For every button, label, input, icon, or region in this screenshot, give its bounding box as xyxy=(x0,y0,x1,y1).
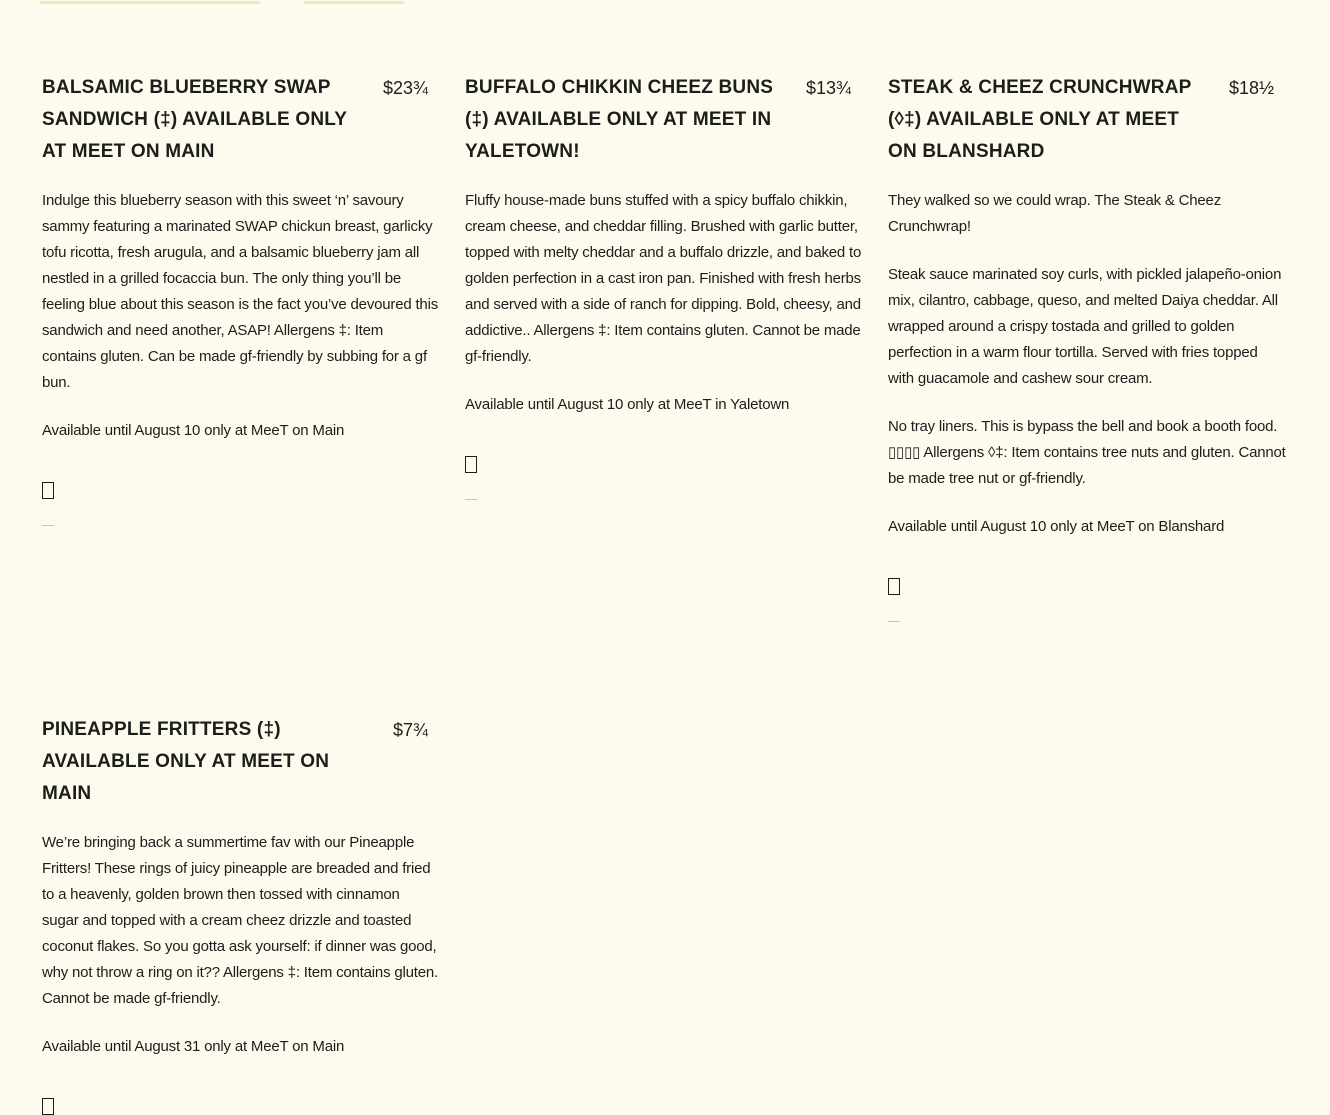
menu-item-description-paragraph: Steak sauce marinated soy curls, with pickled jalapeño-onion mix, cilantro, cabbage, queso, and melted Daiya cheddar. All wrapped around a crispy tostada and grilled to golden perfection in a warm flour tortilla. Served with fries topped with guacamole and cashew sour cream. xyxy=(888,266,1282,387)
top-strip-fragment xyxy=(40,1,260,4)
menu-item-price: $13¾ xyxy=(805,78,851,98)
menu-item-description xyxy=(888,188,1286,492)
row-spacer xyxy=(888,622,1286,714)
menu-item-description-paragraph: Indulge this blueberry season with this sweet ‘n’ savoury sammy featuring a marinated SWAP chickun breast, garlicky tofu ricotta, fresh arugula, and a balsamic blueberry jam all nestled in a grilled focaccia bun. The only thing you’ll be feeling blue about this season is the fact you’ve devoured this sandwich and need another, ASAP! Allergens ‡: Item contains gluten. Can be made gf-friendly by subbing for a gf bun. xyxy=(42,192,438,391)
menu-item xyxy=(42,72,440,622)
top-strip-cutoff xyxy=(40,0,600,4)
menu-item-availability: Available until August 10 only at MeeT on Main xyxy=(42,422,345,439)
menu-item-price: $7¾ xyxy=(392,720,428,740)
menu-item-description xyxy=(42,188,440,396)
menu-item-divider xyxy=(42,525,54,526)
menu-item-price: $23¾ xyxy=(382,78,428,98)
menu-item-availability: Available until August 31 only at MeeT on Main xyxy=(42,1038,345,1055)
menu-item-description-paragraph: We’re bringing back a summertime fav with our Pineapple Fritters! These rings of juicy pineapple are breaded and fried to a heavenly, golden brown then tossed with cinnamon sugar and topped with a cream cheez drizzle and toasted coconut flakes. So you gotta ask yourself: if dinner was good, why not throw a ring on it?? Allergens ‡: Item contains gluten. Cannot be made gf-friendly. xyxy=(42,834,438,1007)
missing-glyph-icon[interactable] xyxy=(42,482,54,499)
menu-item-title: PINEAPPLE FRITTERS (‡) AVAILABLE ONLY AT MEET ON MAIN xyxy=(42,719,330,804)
menu-item xyxy=(465,72,863,622)
menu-item-header xyxy=(42,72,440,168)
menu-item-title: BALSAMIC BLUEBERRY SWAP SANDWICH (‡) AVAILABLE ONLY AT MEET ON MAIN xyxy=(42,77,347,162)
menu-item-divider xyxy=(888,621,900,622)
menu-item-description-paragraph: They walked so we could wrap. The Steak & Cheez Crunchwrap! xyxy=(888,192,1222,235)
row-spacer xyxy=(42,622,440,714)
menu-item-availability: Available until August 10 only at MeeT in Yaletown xyxy=(465,396,790,413)
missing-glyph-icon[interactable] xyxy=(465,456,477,473)
menu-item-description xyxy=(42,830,440,1012)
menu-item xyxy=(42,714,440,1115)
menu-item-title: BUFFALO CHIKKIN CHEEZ BUNS (‡) AVAILABLE ONLY AT MEET IN YALETOWN! xyxy=(465,77,774,162)
menu-item-header xyxy=(465,72,863,168)
menu-item-description-paragraph: No tray liners. This is bypass the bell and book a booth food. ▯▯▯▯ Allergens ◊‡: Item contains tree nuts and gluten. Cannot be made tree nut or gf-friendly. xyxy=(888,418,1286,487)
menu-item-header xyxy=(888,72,1286,168)
top-strip-fragment xyxy=(304,1,404,4)
menu-item-divider xyxy=(465,499,477,500)
menu-item xyxy=(888,72,1286,622)
menu-item-price: $18½ xyxy=(1228,78,1274,98)
missing-glyph-icon[interactable] xyxy=(888,578,900,595)
menu-item-title: STEAK & CHEEZ CRUNCHWRAP (◊‡) AVAILABLE ONLY AT MEET ON BLANSHARD xyxy=(888,77,1192,162)
menu-grid xyxy=(42,72,1290,1115)
menu-item-availability: Available until August 10 only at MeeT on Blanshard xyxy=(888,518,1225,535)
menu-item-description-paragraph: Fluffy house-made buns stuffed with a spicy buffalo chikkin, cream cheese, and cheddar filling. Brushed with garlic butter, topped with melty cheddar and a buffalo drizzle, and baked to golden perfection in a cast iron pan. Finished with fresh herbs and served with a side of ranch for dipping. Bold, cheesy, and addictive.. Allergens ‡: Item contains gluten. Cannot be made gf-friendly. xyxy=(465,192,862,365)
menu-item-description xyxy=(465,188,863,370)
menu-item-header xyxy=(42,714,440,810)
missing-glyph-icon[interactable] xyxy=(42,1098,54,1115)
row-spacer xyxy=(465,622,863,714)
